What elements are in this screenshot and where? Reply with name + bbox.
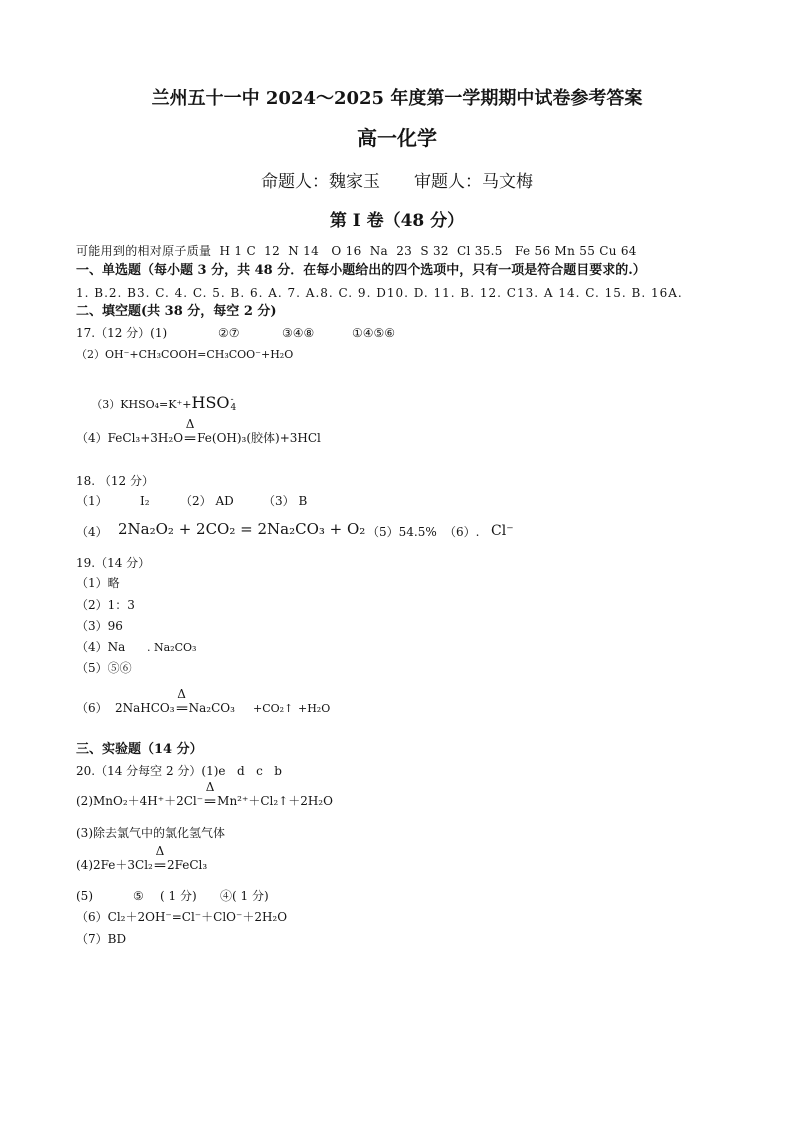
q19-4-answer-a: （4）Na (76, 640, 126, 654)
q19-6-gas-product: +CO₂↑ (253, 702, 294, 715)
equals-sign: = (174, 701, 189, 715)
q17-label: 17.（12 分）(1) (76, 326, 168, 340)
q18-1-answer: I₂ (140, 494, 150, 508)
q19-head-row (0, 554, 794, 576)
q18-5-answer: （5）54.5% (367, 525, 437, 539)
q20-4-reactants: (4)2Fe＋3Cl₂ (76, 858, 153, 872)
q20-2-row (0, 780, 794, 814)
q19-2-answer: （2）1：3 (76, 598, 135, 612)
q17-4-reactants: （4）FeCl₃+3H₂O (76, 431, 184, 445)
q17-2-row (0, 346, 794, 368)
q20-head-row (0, 762, 794, 784)
q17-3-equation-prefix: （3）KHSO₄=K⁺+ (91, 398, 192, 411)
q18-3-answer: （3） B (263, 494, 308, 508)
q19-5-row (0, 659, 794, 681)
q18-4-equation: 2Na₂O₂ + 2CO₂ = 2Na₂CO₃ + O₂ (118, 520, 366, 538)
ion-subscript: 4 (230, 402, 237, 413)
section1-heading: 一、单选题（每小题 3 分，共 48 分．在每小题给出的四个选项中，只有一项是符合题目要求的.） (76, 263, 646, 278)
q19-6-label: （6） (76, 701, 108, 715)
q20-3-row (0, 824, 794, 846)
q20-4-equation (76, 844, 208, 874)
q20-5-row (0, 887, 794, 909)
q20-5-answer-a: ⑤ (133, 889, 144, 903)
q18-1-label: （1） (76, 494, 108, 508)
q20-4-products: 2FeCl₃ (166, 858, 208, 872)
ion-formula-base: HSO (191, 393, 230, 412)
q19-6-reactant: 2NaHCO₃ (115, 701, 175, 715)
q19-2-row (0, 596, 794, 618)
hso4-ion (192, 393, 237, 412)
atomic-mass-reference-row (0, 242, 794, 264)
q19-5-answer: （5）⑤⑥ (76, 661, 132, 675)
subject-title: 高一化学 (357, 126, 437, 150)
q20-6-row (0, 908, 794, 930)
q18-2-answer: （2） AD (180, 494, 234, 508)
section2-heading-row (0, 303, 794, 325)
atomic-mass-reference: 可能用到的相对原子质量 H 1 C 12 N 14 O 16 Na 23 S 32 Cl 35.5 Fe 56 Mn 55 Cu 64 (76, 244, 637, 258)
heating-symbol: Δ (185, 417, 195, 431)
question-setter: 命题人：魏家玉 (261, 172, 380, 192)
q20-4-row (0, 844, 794, 878)
q17-1-answer-c: ①④⑤⑥ (352, 326, 396, 340)
document-title: 兰州五十一中 2024～2025 年度第一学期期中试卷参考答案 (151, 88, 643, 109)
q19-4-row (0, 638, 794, 660)
q18-4-label: （4） (76, 525, 108, 539)
q18-1-row (0, 492, 794, 514)
q20-5-label: (5) (76, 889, 93, 903)
heating-symbol: Δ (205, 780, 215, 794)
q19-6-water-product: +H₂O (298, 702, 331, 715)
q20-2-products: Mn²⁺＋Cl₂↑＋2H₂O (217, 794, 333, 808)
ion-charge-subscript (231, 396, 237, 412)
ion-charge: - (230, 394, 234, 405)
q17-4-equation (76, 417, 321, 447)
authors-line (0, 167, 794, 192)
q19-label: 19.（14 分） (76, 556, 151, 570)
q19-3-answer: （3）96 (76, 619, 123, 633)
q20-7-answer: （7）BD (76, 932, 127, 946)
question-reviewer: 审题人：马文梅 (414, 172, 533, 192)
q20-7-row (0, 930, 794, 952)
equals-sign: = (183, 431, 198, 445)
section2-heading: 二、填空题(共 38 分，每空 2 分) (76, 304, 277, 319)
q17-1-answer-b: ③④⑧ (282, 326, 315, 340)
equals-sign: = (152, 858, 167, 872)
section1-answer-key: 1. B.2. B3. C. 4. C. 5. B. 6. A. 7. A.8. C. 9. D10. D. 11. B. 12. C13. A 14. C. 15. B. 16A. (76, 286, 683, 300)
q20-5-answer-a-score: ( 1 分) (160, 889, 197, 903)
q19-6-product: Na₂CO₃ (188, 701, 235, 715)
q20-2-reactants: (2)MnO₂＋4H⁺＋2Cl⁻ (76, 794, 204, 808)
heating-symbol: Δ (177, 687, 186, 701)
q20-2-equation (76, 780, 333, 810)
q18-6-label: （6）. (444, 525, 480, 539)
q20-label-and-1-answer: 20.（14 分每空 2 分）(1)e d c b (76, 764, 282, 778)
q19-6-equation (115, 687, 235, 717)
section3-heading: 三、实验题（14 分） (76, 742, 203, 757)
part-title: 第 I 卷（48 分） (329, 211, 465, 231)
q18-label: 18. （12 分） (76, 474, 154, 488)
q17-3-row (0, 374, 794, 413)
heating-condition-sign (174, 687, 189, 717)
q20-6-equation: （6）Cl₂＋2OH⁻=Cl⁻＋ClO⁻＋2H₂O (76, 910, 288, 924)
q17-row (0, 324, 794, 346)
section1-heading-row (0, 262, 794, 284)
q18-head-row (0, 472, 794, 494)
q17-4-row (0, 417, 794, 451)
q18-6-answer: Cl⁻ (491, 523, 514, 539)
q19-1-row (0, 574, 794, 596)
heating-condition-sign (183, 417, 198, 447)
q19-3-row (0, 617, 794, 639)
q17-2-equation: （2）OH⁻+CH₃COOH=CH₃COO⁻+H₂O (76, 348, 294, 361)
equals-sign: = (203, 794, 218, 808)
q17-1-answer-a: ②⑦ (218, 326, 240, 340)
q20-5-answer-b: ④( 1 分) (220, 889, 269, 903)
q17-4-products: Fe(OH)₃(胶体)+3HCl (197, 431, 321, 445)
q19-1-answer: （1）略 (76, 576, 120, 590)
q17-3-equation (76, 376, 236, 432)
q18-4-row (0, 520, 794, 546)
section3-heading-row (0, 741, 794, 763)
heating-condition-sign (203, 780, 218, 810)
heating-condition-sign (152, 844, 167, 874)
q19-4-answer-b: . Na₂CO₃ (147, 641, 197, 654)
q19-6-row (0, 687, 794, 721)
heating-symbol: Δ (155, 844, 165, 858)
q20-3-answer: (3)除去氯气中的氯化氢气体 (76, 826, 225, 840)
